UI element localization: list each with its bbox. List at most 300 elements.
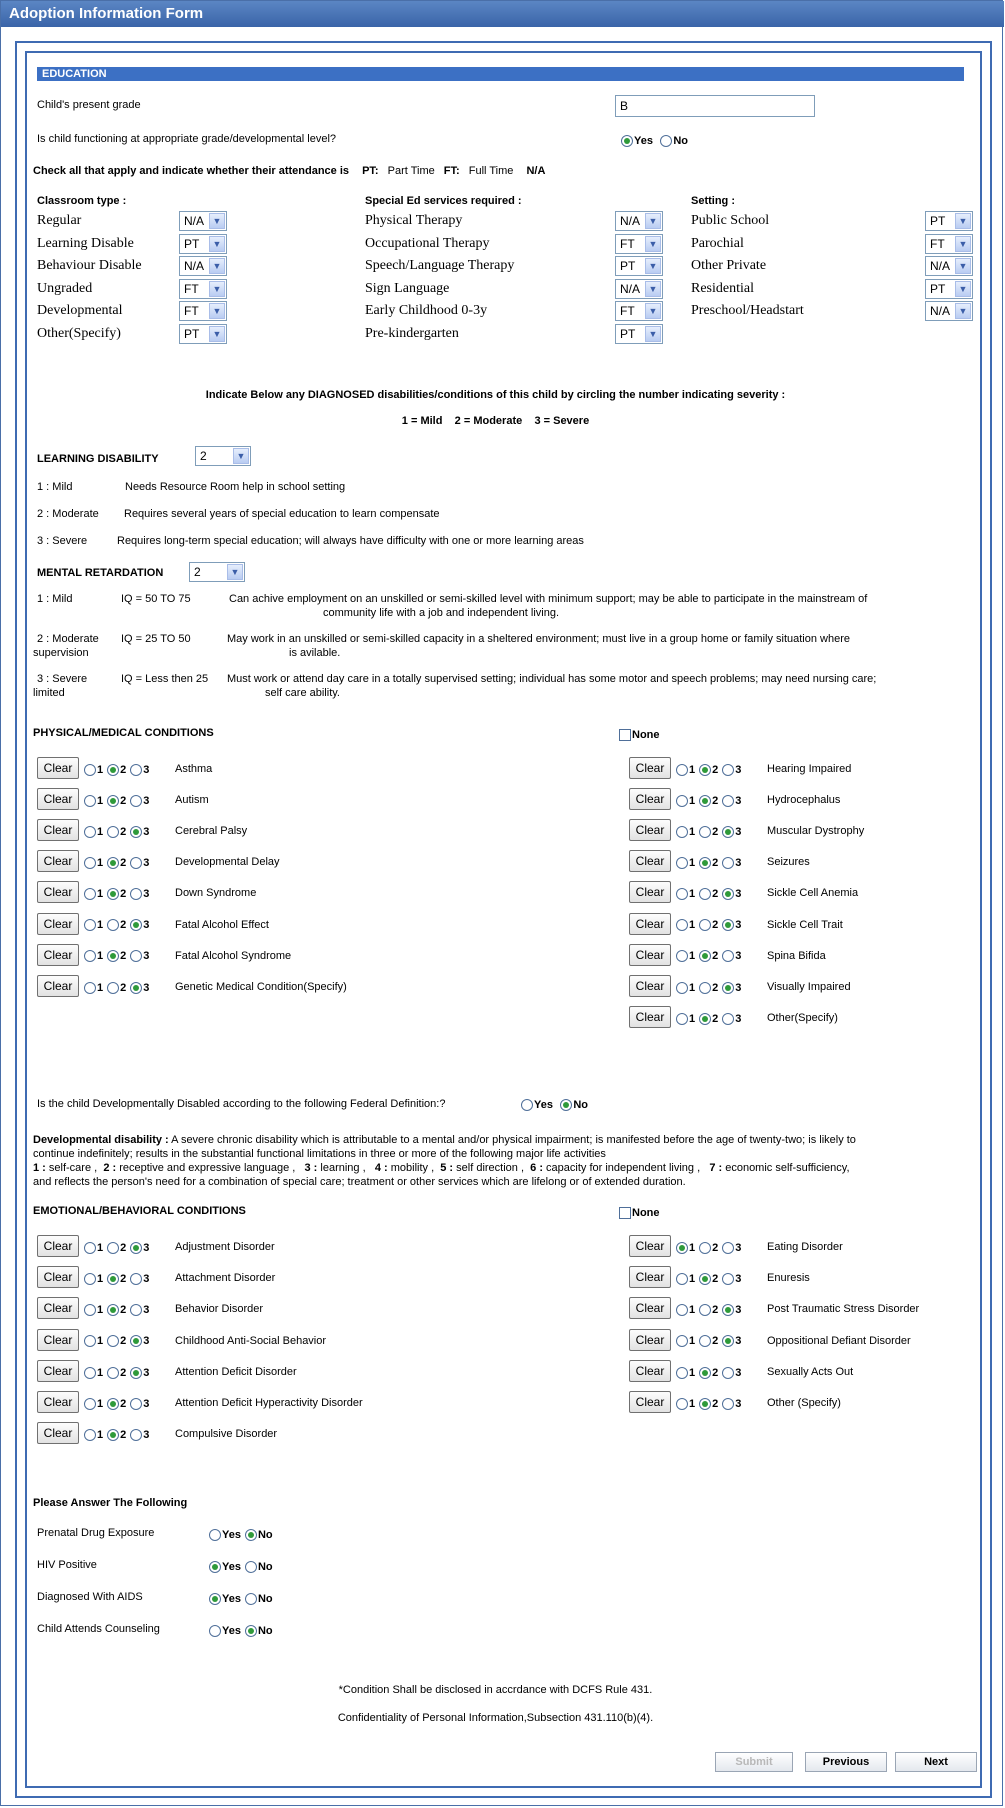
severity-2-label: 2 [712, 919, 719, 932]
severity-radio-group [676, 980, 745, 994]
clear-button[interactable]: Clear [629, 1391, 671, 1413]
severity-1-label: 1 [689, 919, 696, 932]
severity-1-label: 1 [689, 950, 696, 963]
severity-2-radio[interactable] [699, 950, 711, 962]
severity-1-radio[interactable] [84, 857, 96, 869]
classroom-select-2-value: PT [184, 237, 200, 251]
setting-select-4[interactable] [925, 279, 973, 299]
severity-3-radio[interactable] [722, 1367, 734, 1379]
physical-header: PHYSICAL/MEDICAL CONDITIONS [33, 727, 214, 739]
emotional-left-name: Compulsive Disorder [175, 1428, 278, 1441]
severity-3-radio[interactable] [130, 1273, 142, 1285]
severity-radio-group [676, 855, 745, 869]
special-ed-select-5-value: FT [620, 304, 635, 318]
act-4-key: 4 : [374, 1162, 388, 1174]
severity-2-radio[interactable] [699, 795, 711, 807]
severity-3-radio[interactable] [722, 888, 734, 900]
severity-3-radio[interactable] [130, 919, 142, 931]
severity-3-radio[interactable] [722, 1242, 734, 1254]
emotional-left-row [37, 1360, 357, 1384]
severity-1-radio[interactable] [84, 1242, 96, 1254]
clear-button[interactable]: Clear [37, 1391, 79, 1413]
physical-none-label: None [632, 728, 660, 741]
severity-3-label: 3 [143, 1366, 150, 1379]
severity-2-radio[interactable] [107, 982, 119, 994]
answer-no-label: No [257, 1592, 273, 1605]
severity-2-radio[interactable] [699, 1013, 711, 1025]
act-1-key: 1 : [33, 1162, 46, 1174]
severity-2-label: 2 [712, 1012, 719, 1025]
setting-select-3-value: N/A [930, 259, 951, 273]
severity-1-radio[interactable] [676, 1273, 688, 1285]
clear-button[interactable]: Clear [629, 881, 671, 903]
severity-1-radio[interactable] [84, 1398, 96, 1410]
dev-disabled-no-radio[interactable] [560, 1099, 572, 1111]
severity-1-radio[interactable] [84, 826, 96, 838]
dev-disabled-radio-group [521, 1097, 592, 1111]
setting-label-5: Preschool/Headstart [691, 303, 804, 318]
physical-right-row [629, 788, 949, 812]
special-ed-select-3[interactable] [615, 256, 663, 276]
physical-left-name: Genetic Medical Condition(Specify) [175, 980, 347, 993]
severity-3-label: 3 [143, 1273, 150, 1286]
chevron-down-icon: ▼ [645, 303, 661, 319]
severity-2-radio[interactable] [107, 1335, 119, 1347]
severity-1-radio[interactable] [84, 1429, 96, 1441]
severity-2-label: 2 [120, 794, 127, 807]
dev-disabled-yes-radio[interactable] [521, 1099, 533, 1111]
clear-button[interactable]: Clear [37, 819, 79, 841]
act-6: capacity for independent living , [542, 1162, 710, 1174]
severity-1-radio[interactable] [84, 1273, 96, 1285]
form-panel [25, 51, 982, 1788]
classroom-select-5[interactable] [179, 301, 227, 321]
severity-radio-group [84, 1271, 153, 1285]
severity-1-radio[interactable] [84, 982, 96, 994]
severity-1-radio[interactable] [676, 795, 688, 807]
answer-no-radio[interactable] [245, 1529, 257, 1541]
severity-1-label: 1 [97, 1241, 104, 1254]
clear-button[interactable]: Clear [629, 975, 671, 997]
severity-1-radio[interactable] [676, 857, 688, 869]
ld-level-2-key: 2 : Moderate [37, 508, 99, 520]
clear-button[interactable]: Clear [629, 850, 671, 872]
severity-3-radio[interactable] [130, 1304, 142, 1316]
classroom-select-4[interactable] [179, 279, 227, 299]
emotional-none-label: None [632, 1206, 660, 1219]
severity-radio-group [84, 886, 153, 900]
severity-2-radio[interactable] [107, 1367, 119, 1379]
severity-2-radio[interactable] [107, 1242, 119, 1254]
severity-3-radio[interactable] [130, 982, 142, 994]
severity-3-radio[interactable] [130, 950, 142, 962]
special-ed-select-3-value: PT [620, 259, 636, 273]
emotional-left-row [37, 1235, 357, 1259]
severity-1-radio[interactable] [84, 1335, 96, 1347]
clear-button[interactable]: Clear [37, 788, 79, 810]
classroom-select-4-value: FT [184, 282, 199, 296]
severity-1-label: 1 [97, 950, 104, 963]
severity-3-radio[interactable] [722, 1304, 734, 1316]
emotional-left-row [37, 1297, 357, 1321]
clear-button[interactable]: Clear [37, 1360, 79, 1382]
physical-left-name: Asthma [175, 763, 213, 775]
severity-1-radio[interactable] [676, 826, 688, 838]
severity-2-label: 2 [120, 1335, 127, 1348]
severity-1-radio[interactable] [676, 1304, 688, 1316]
severity-radio-group [676, 793, 745, 807]
severity-radio-group [676, 918, 745, 932]
severity-radio-group [676, 824, 745, 838]
clear-button[interactable]: Clear [629, 788, 671, 810]
severity-1-label: 1 [689, 1273, 696, 1286]
severity-3-label: 3 [143, 857, 150, 870]
act-6-key: 6 : [530, 1162, 543, 1174]
severity-3-label: 3 [735, 1304, 742, 1317]
severity-2-radio[interactable] [699, 1242, 711, 1254]
act-3: learning , [317, 1162, 375, 1174]
severity-3-radio[interactable] [722, 1273, 734, 1285]
severity-3-radio[interactable] [722, 919, 734, 931]
severity-3-radio[interactable] [722, 1335, 734, 1347]
answer-no-radio[interactable] [245, 1625, 257, 1637]
answer-yes-label: Yes [222, 1528, 241, 1541]
answer-no-radio[interactable] [245, 1561, 257, 1573]
emotional-left-row [37, 1391, 363, 1415]
severity-1-radio[interactable] [676, 982, 688, 994]
clear-button[interactable]: Clear [37, 944, 79, 966]
severity-2-radio[interactable] [107, 795, 119, 807]
severity-2-radio[interactable] [107, 1273, 119, 1285]
act-2-key: 2 : [103, 1162, 117, 1174]
mr-level-3-desc: Must work or attend day care in a totally supervised setting; individual has some motor and speech problems; may need nursing care; [227, 673, 877, 685]
clear-button[interactable]: Clear [629, 819, 671, 841]
mental-retardation-select[interactable] [189, 562, 245, 582]
severity-2-radio[interactable] [699, 888, 711, 900]
classroom-select-3[interactable] [179, 256, 227, 276]
setting-select-3[interactable] [925, 256, 973, 276]
grade-input[interactable]: B [615, 95, 815, 117]
physical-right-name: Sickle Cell Trait [767, 918, 843, 931]
severity-2-label: 2 [712, 1304, 719, 1317]
functioning-no-radio[interactable] [660, 135, 672, 147]
severity-1-radio[interactable] [84, 1304, 96, 1316]
severity-2-radio[interactable] [107, 857, 119, 869]
severity-3-radio[interactable] [130, 857, 142, 869]
setting-select-5[interactable] [925, 301, 973, 321]
severity-3-radio[interactable] [130, 888, 142, 900]
answer-radio-group-4 [209, 1623, 277, 1637]
severity-2-radio[interactable] [699, 1367, 711, 1379]
severity-2-radio[interactable] [699, 982, 711, 994]
act-3-key: 3 : [304, 1162, 318, 1174]
severity-1-radio[interactable] [84, 888, 96, 900]
severity-1-radio[interactable] [676, 950, 688, 962]
grade-label: Child's present grade [37, 99, 141, 111]
clear-button[interactable]: Clear [37, 1235, 79, 1257]
severity-1-label: 1 [689, 857, 696, 870]
special-ed-select-6[interactable] [615, 324, 663, 344]
mr-level-1-desc-2: community life with a job and independent living. [323, 607, 560, 619]
physical-right-name: Hearing Impaired [767, 763, 852, 775]
clear-button[interactable]: Clear [629, 1266, 671, 1288]
physical-right-row [629, 850, 949, 874]
dev-definition [33, 1133, 963, 1189]
clear-button[interactable]: Clear [629, 913, 671, 935]
severity-3-radio[interactable] [722, 857, 734, 869]
severity-1-radio[interactable] [84, 1367, 96, 1379]
severity-2-radio[interactable] [699, 857, 711, 869]
answer-yes-label: Yes [222, 1624, 241, 1637]
severity-3-radio[interactable] [722, 795, 734, 807]
severity-1-radio[interactable] [84, 795, 96, 807]
severity-2-radio[interactable] [107, 764, 119, 776]
severity-3-label: 3 [143, 826, 150, 839]
severity-2-radio[interactable] [699, 1304, 711, 1316]
chevron-down-icon: ▼ [645, 213, 661, 229]
physical-right-name: Hydrocephalus [767, 794, 841, 807]
na-key: N/A [526, 165, 546, 177]
severity-3-radio[interactable] [130, 1398, 142, 1410]
severity-3-radio[interactable] [130, 826, 142, 838]
severity-2-radio[interactable] [107, 888, 119, 900]
clear-button[interactable]: Clear [629, 1297, 671, 1319]
severity-1-radio[interactable] [84, 950, 96, 962]
severity-radio-group [676, 886, 745, 900]
severity-1-label: 1 [689, 1397, 696, 1410]
submit-button[interactable]: Submit [715, 1752, 793, 1772]
severity-2-label: 2 [120, 857, 127, 870]
physical-left-name: Down Syndrome [175, 887, 257, 900]
severity-1-radio[interactable] [676, 919, 688, 931]
answer-yes-radio[interactable] [209, 1593, 221, 1605]
act-5-key: 5 : [440, 1162, 454, 1174]
clear-button[interactable]: Clear [629, 944, 671, 966]
special-ed-select-1[interactable] [615, 211, 663, 231]
clear-button[interactable]: Clear [629, 1235, 671, 1257]
severity-2-radio[interactable] [699, 1273, 711, 1285]
severity-3-radio[interactable] [130, 1367, 142, 1379]
severity-2-radio[interactable] [699, 826, 711, 838]
severity-2-label: 2 [712, 763, 719, 776]
clear-button[interactable]: Clear [629, 1006, 671, 1028]
window-title: Adoption Information Form [1, 1, 1004, 27]
setting-label-3: Other Private [691, 258, 767, 273]
severity-3-label: 3 [735, 1335, 742, 1348]
chevron-down-icon: ▼ [209, 258, 225, 274]
severity-1-radio[interactable] [676, 764, 688, 776]
clear-button[interactable]: Clear [37, 757, 79, 779]
severity-1-radio[interactable] [84, 919, 96, 931]
severity-2-radio[interactable] [107, 826, 119, 838]
severity-3-label: 3 [735, 857, 742, 870]
emotional-right-row [629, 1360, 949, 1384]
severity-3-radio[interactable] [130, 1429, 142, 1441]
learning-disability-select[interactable] [195, 446, 251, 466]
clear-button[interactable]: Clear [629, 757, 671, 779]
special-ed-label-3: Speech/Language Therapy [365, 258, 515, 273]
severity-radio-group [676, 1302, 745, 1316]
severity-3-radio[interactable] [130, 1335, 142, 1347]
chevron-down-icon: ▼ [209, 213, 225, 229]
severity-radio-group [84, 1396, 153, 1410]
severity-radio-group [676, 762, 745, 776]
physical-left-name: Cerebral Palsy [175, 825, 248, 838]
setting-select-2-value: FT [930, 237, 945, 251]
setting-select-2[interactable] [925, 234, 973, 254]
severity-1-label: 1 [689, 1241, 696, 1254]
previous-button[interactable]: Previous [805, 1752, 887, 1772]
special-ed-select-5[interactable] [615, 301, 663, 321]
physical-right-row [629, 757, 949, 781]
severity-2-label: 2 [712, 1397, 719, 1410]
severity-3-label: 3 [735, 919, 742, 932]
severity-2-label: 2 [712, 1366, 719, 1379]
clear-button[interactable]: Clear [629, 1329, 671, 1351]
severity-3-radio[interactable] [722, 764, 734, 776]
classroom-label-5: Developmental [37, 303, 123, 318]
physical-right-row [629, 913, 949, 937]
severity-3-radio[interactable] [722, 1398, 734, 1410]
severity-1-radio[interactable] [676, 1398, 688, 1410]
emotional-none [619, 1205, 664, 1219]
clear-button[interactable]: Clear [37, 975, 79, 997]
severity-2-radio[interactable] [107, 1304, 119, 1316]
severity-2-radio[interactable] [699, 1335, 711, 1347]
physical-left-row [37, 881, 357, 905]
severity-3-radio[interactable] [722, 1013, 734, 1025]
special-ed-label-2: Occupational Therapy [365, 236, 490, 251]
severity-3-radio[interactable] [130, 764, 142, 776]
severity-1-radio[interactable] [676, 888, 688, 900]
severity-2-radio[interactable] [699, 1398, 711, 1410]
severity-1-label: 1 [97, 826, 104, 839]
severity-2-radio[interactable] [107, 1398, 119, 1410]
classroom-select-2[interactable] [179, 234, 227, 254]
severity-1-radio[interactable] [676, 1013, 688, 1025]
severity-3-radio[interactable] [722, 982, 734, 994]
classroom-select-1-value: N/A [184, 214, 205, 228]
severity-1-radio[interactable] [676, 1367, 688, 1379]
physical-right-row [629, 944, 949, 968]
clear-button[interactable]: Clear [37, 1329, 79, 1351]
ld-level-1-desc: Needs Resource Room help in school setting [125, 481, 346, 493]
clear-button[interactable]: Clear [37, 881, 79, 903]
severity-2-label: 2 [712, 794, 719, 807]
severity-2-label: 2 [120, 919, 127, 932]
special-ed-label-5: Early Childhood 0-3y [365, 303, 488, 318]
physical-none-checkbox[interactable] [619, 729, 631, 741]
severity-1-label: 1 [689, 826, 696, 839]
footer-line-1: *Condition Shall be disclosed in accrdance with DCFS Rule 431. [338, 1684, 653, 1696]
mr-level-2-iq: IQ = 25 TO 50 [121, 633, 191, 645]
severity-2-label: 2 [712, 1241, 719, 1254]
clear-button[interactable]: Clear [629, 1360, 671, 1382]
severity-3-radio[interactable] [722, 826, 734, 838]
clear-button[interactable]: Clear [37, 1297, 79, 1319]
answer-label-4: Child Attends Counseling [37, 1623, 160, 1635]
act-4: mobility , [387, 1162, 441, 1174]
severity-2-radio[interactable] [699, 764, 711, 776]
severity-1-label: 1 [97, 1366, 104, 1379]
severity-1-radio[interactable] [676, 1242, 688, 1254]
severity-radio-group [676, 1365, 745, 1379]
severity-1-label: 1 [689, 888, 696, 901]
dev-definition-activities [33, 1161, 963, 1175]
severity-1-label: 1 [97, 794, 104, 807]
severity-radio-group [676, 1011, 745, 1025]
physical-none [619, 727, 664, 741]
functioning-yes-radio[interactable] [621, 135, 633, 147]
answer-yes-radio[interactable] [209, 1561, 221, 1573]
chevron-down-icon: ▼ [209, 281, 225, 297]
physical-left-row [37, 819, 357, 843]
severity-radio-group [676, 1240, 745, 1254]
severity-3-label: 3 [735, 888, 742, 901]
classroom-select-1[interactable] [179, 211, 227, 231]
severity-2-label: 2 [120, 1397, 127, 1410]
ft-desc: Full Time [468, 165, 514, 177]
severity-2-radio[interactable] [107, 950, 119, 962]
severity-2-radio[interactable] [699, 919, 711, 931]
diagnosed-instruction: Indicate Below any DIAGNOSED disabilities/conditions of this child by circling the number indicating severity : [205, 389, 786, 401]
severity-2-label: 2 [120, 981, 127, 994]
physical-right-name: Sickle Cell Anemia [767, 887, 859, 900]
severity-3-label: 3 [735, 1273, 742, 1286]
clear-button[interactable]: Clear [37, 913, 79, 935]
severity-1-radio[interactable] [84, 764, 96, 776]
ld-level-1-key: 1 : Mild [37, 481, 73, 493]
severity-2-label: 2 [712, 1273, 719, 1286]
emotional-none-checkbox[interactable] [619, 1207, 631, 1219]
answer-no-label: No [257, 1528, 273, 1541]
severity-3-radio[interactable] [722, 950, 734, 962]
emotional-left-name: Adjustment Disorder [175, 1241, 275, 1253]
answer-yes-radio[interactable] [209, 1625, 221, 1637]
severity-1-label: 1 [97, 857, 104, 870]
answer-no-radio[interactable] [245, 1593, 257, 1605]
act-2: receptive and expressive language , [116, 1162, 305, 1174]
clear-button[interactable]: Clear [37, 850, 79, 872]
setting-select-1[interactable] [925, 211, 973, 231]
special-ed-header: Special Ed services required : [365, 195, 522, 207]
severity-3-radio[interactable] [130, 1242, 142, 1254]
emotional-right-name: Oppositional Defiant Disorder [767, 1334, 911, 1347]
severity-radio-group [676, 1396, 745, 1410]
answer-yes-radio[interactable] [209, 1529, 221, 1541]
special-ed-select-4[interactable] [615, 279, 663, 299]
classroom-label-6: Other(Specify) [37, 326, 121, 341]
severity-3-radio[interactable] [130, 795, 142, 807]
clear-button[interactable]: Clear [37, 1422, 79, 1444]
clear-button[interactable]: Clear [37, 1266, 79, 1288]
physical-left-row [37, 850, 357, 874]
footer-line-2: Confidentiality of Personal Information,Subsection 431.110(b)(4). [337, 1712, 654, 1724]
special-ed-select-2[interactable] [615, 234, 663, 254]
classroom-select-6[interactable] [179, 324, 227, 344]
severity-2-radio[interactable] [107, 1429, 119, 1441]
chevron-down-icon: ▼ [645, 281, 661, 297]
mental-retardation-label: MENTAL RETARDATION [37, 567, 164, 579]
next-button[interactable]: Next [895, 1752, 977, 1772]
functioning-no-label: No [673, 134, 688, 147]
ld-level-3-desc: Requires long-term special education; will always have difficulty with one or more learning areas [117, 535, 584, 547]
physical-right-row [629, 819, 949, 843]
severity-2-radio[interactable] [107, 919, 119, 931]
mr-level-2-key: 2 : Moderate [37, 633, 99, 645]
severity-1-radio[interactable] [676, 1335, 688, 1347]
severity-2-label: 2 [120, 1241, 127, 1254]
